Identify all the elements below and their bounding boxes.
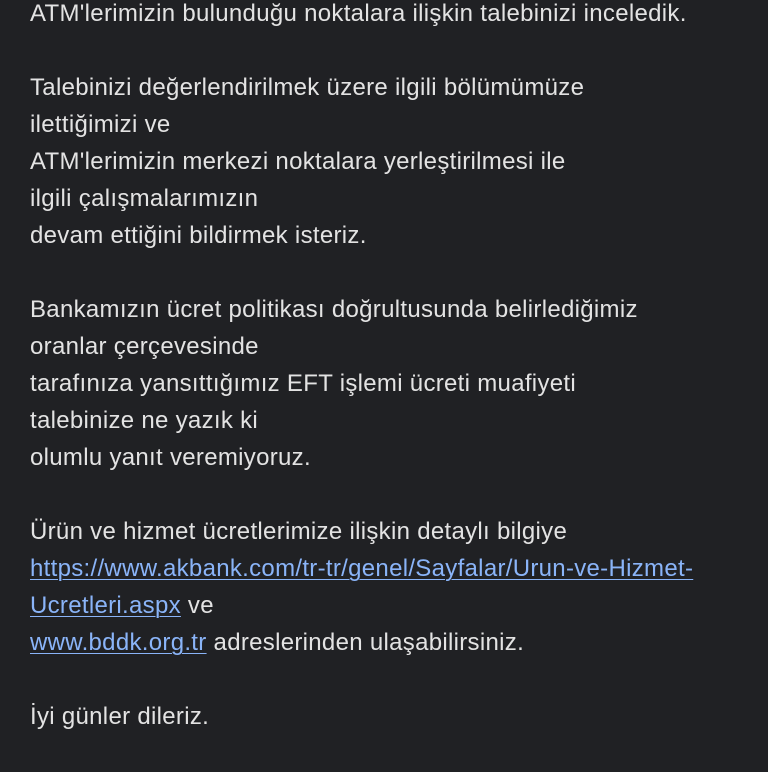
text-line: oranlar çerçevesinde (30, 333, 259, 360)
akbank-fees-link-continued[interactable]: Ucretleri.aspx (30, 592, 181, 619)
paragraph-request-reviewed (30, 0, 750, 32)
text-line: Ürün ve hizmet ücretlerimize ilişkin detaylı bilgiye (30, 518, 568, 545)
text-line: talebinize ne yazık ki (30, 407, 259, 434)
text-line: olumlu yanıt veremiyoruz. (30, 444, 311, 471)
conjunction-text: ve (180, 592, 214, 619)
text-line: Bankamızın ücret politikası doğrultusunda belirlediğimiz (30, 296, 638, 323)
closing-line: İyi günler dileriz. (30, 703, 210, 730)
text-line: Talebinizi değerlendirilmek üzere ilgili bölümümüze (30, 74, 585, 101)
paragraph-fee-info-links (30, 513, 750, 661)
text-line (30, 624, 750, 661)
addresses-text: adreslerinden ulaşabilirsiniz. (206, 629, 525, 656)
paragraph-eft-fee (30, 291, 750, 476)
text-line: devam ettiğini bildirmek isteriz. (30, 222, 367, 249)
email-body (30, 0, 750, 772)
text-line: ATM'lerimizin bulunduğu noktalara ilişkin talebinizi inceledik. (30, 0, 687, 27)
akbank-fees-link[interactable]: https://www.akbank.com/tr-tr/genel/Sayfalar/Urun-ve-Hizmet- (30, 555, 694, 582)
text-line (30, 550, 750, 587)
text-line (30, 587, 750, 624)
text-line: ATM'lerimizin merkezi noktalara yerleştirilmesi ile (30, 148, 566, 175)
text-line: tarafınıza yansıttığımız EFT işlemi ücreti muafiyeti (30, 370, 576, 397)
text-line: ilgili çalışmalarımızın (30, 185, 259, 212)
bddk-link[interactable]: www.bddk.org.tr (30, 629, 207, 656)
text-line: ilettiğimizi ve (30, 111, 171, 138)
paragraph-closing (30, 698, 750, 735)
paragraph-atm-forwarded (30, 69, 750, 254)
